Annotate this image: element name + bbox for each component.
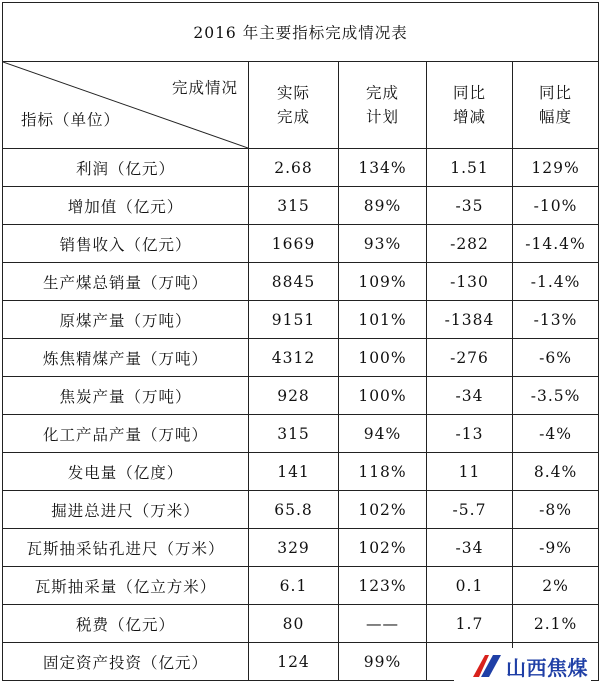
cell-rate: -3.5%: [513, 377, 599, 415]
cell-change: 11: [427, 453, 513, 491]
cell-indicator: 销售收入（亿元）: [3, 225, 249, 263]
cell-actual: 1669: [249, 225, 339, 263]
cell-actual: 65.8: [249, 491, 339, 529]
cell-plan: 123%: [339, 567, 427, 605]
cell-change: -13: [427, 415, 513, 453]
cell-plan: ——: [339, 605, 427, 643]
cell-plan: 102%: [339, 491, 427, 529]
cell-change: -130: [427, 263, 513, 301]
table-row: [3, 225, 599, 263]
cell-rate: 2.1%: [513, 605, 599, 643]
cell-indicator: 化工产品产量（万吨）: [3, 415, 249, 453]
cell-indicator: 税费（亿元）: [3, 605, 249, 643]
cell-actual: 329: [249, 529, 339, 567]
cell-rate: -4%: [513, 415, 599, 453]
cell-actual: 8845: [249, 263, 339, 301]
cell-indicator: 利润（亿元）: [3, 149, 249, 187]
cell-indicator: 焦炭产量（万吨）: [3, 377, 249, 415]
cell-indicator: 发电量（亿度）: [3, 453, 249, 491]
table-row: [3, 605, 599, 643]
cell-plan: 109%: [339, 263, 427, 301]
cell-rate: 8.4%: [513, 453, 599, 491]
diagonal-top-label: 完成情况: [171, 79, 238, 97]
table-row: [3, 263, 599, 301]
cell-change: -34: [427, 529, 513, 567]
diagonal-header-cell: [3, 62, 249, 149]
table-row: [3, 301, 599, 339]
table-row: [3, 149, 599, 187]
indicator-table: [2, 2, 599, 681]
table-row: [3, 491, 599, 529]
cell-rate: -6%: [513, 339, 599, 377]
column-header-change: 同比 增减: [427, 62, 513, 149]
cell-change: 0.1: [427, 567, 513, 605]
cell-change: -5.7: [427, 491, 513, 529]
cell-change: -34: [427, 377, 513, 415]
cell-change: -282: [427, 225, 513, 263]
column-header-plan: 完成 计划: [339, 62, 427, 149]
cell-change: 1.51: [427, 149, 513, 187]
cell-indicator: 瓦斯抽采钻孔进尺（万米）: [3, 529, 249, 567]
watermark-logo: [467, 648, 591, 684]
cell-plan: 99%: [339, 643, 427, 681]
table-row: [3, 529, 599, 567]
cell-indicator: 掘进总进尺（万米）: [3, 491, 249, 529]
cell-indicator: 炼焦精煤产量（万吨）: [3, 339, 249, 377]
cell-rate: 129%: [513, 149, 599, 187]
cell-indicator: 生产煤总销量（万吨）: [3, 263, 249, 301]
cell-rate: -8%: [513, 491, 599, 529]
cell-plan: 101%: [339, 301, 427, 339]
cell-actual: 2.68: [249, 149, 339, 187]
table-row: [3, 377, 599, 415]
diagonal-line: [3, 62, 248, 148]
cell-actual: 315: [249, 187, 339, 225]
table-row: [3, 187, 599, 225]
title-row: [3, 3, 599, 62]
table-title: 2016 年主要指标完成情况表: [3, 3, 599, 62]
cell-indicator: 固定资产投资（亿元）: [3, 643, 249, 681]
cell-rate: -10%: [513, 187, 599, 225]
cell-change: -1384: [427, 301, 513, 339]
cell-rate: -9%: [513, 529, 599, 567]
cell-actual: 141: [249, 453, 339, 491]
cell-plan: 118%: [339, 453, 427, 491]
table-row: [3, 567, 599, 605]
logo-backdrop: [454, 652, 468, 684]
cell-actual: 9151: [249, 301, 339, 339]
cell-plan: 94%: [339, 415, 427, 453]
cell-actual: 124: [249, 643, 339, 681]
cell-rate: -1.4%: [513, 263, 599, 301]
cell-indicator: 瓦斯抽采量（亿立方米）: [3, 567, 249, 605]
cell-actual: 4312: [249, 339, 339, 377]
cell-actual: 6.1: [249, 567, 339, 605]
cell-rate: 2%: [513, 567, 599, 605]
diagonal-bottom-label: 指标（单位）: [21, 111, 121, 129]
cell-plan: 100%: [339, 339, 427, 377]
cell-indicator: 原煤产量（万吨）: [3, 301, 249, 339]
table-row: [3, 453, 599, 491]
cell-change: -276: [427, 339, 513, 377]
cell-plan: 93%: [339, 225, 427, 263]
cell-rate: -13%: [513, 301, 599, 339]
table-row: [3, 415, 599, 453]
cell-plan: 102%: [339, 529, 427, 567]
watermark-text: 山西焦煤: [506, 655, 588, 680]
cell-plan: 100%: [339, 377, 427, 415]
cell-plan: 134%: [339, 149, 427, 187]
table-body: [3, 149, 599, 681]
column-header-rate: 同比 幅度: [513, 62, 599, 149]
cell-change: 1.7: [427, 605, 513, 643]
cell-indicator: 增加值（亿元）: [3, 187, 249, 225]
shanxi-coking-coal-logo-icon: [471, 651, 503, 681]
cell-plan: 89%: [339, 187, 427, 225]
cell-actual: 315: [249, 415, 339, 453]
cell-change: -35: [427, 187, 513, 225]
cell-rate: -14.4%: [513, 225, 599, 263]
table-row: [3, 339, 599, 377]
cell-actual: 80: [249, 605, 339, 643]
column-header-actual: 实际 完成: [249, 62, 339, 149]
cell-actual: 928: [249, 377, 339, 415]
header-row: [3, 62, 599, 149]
